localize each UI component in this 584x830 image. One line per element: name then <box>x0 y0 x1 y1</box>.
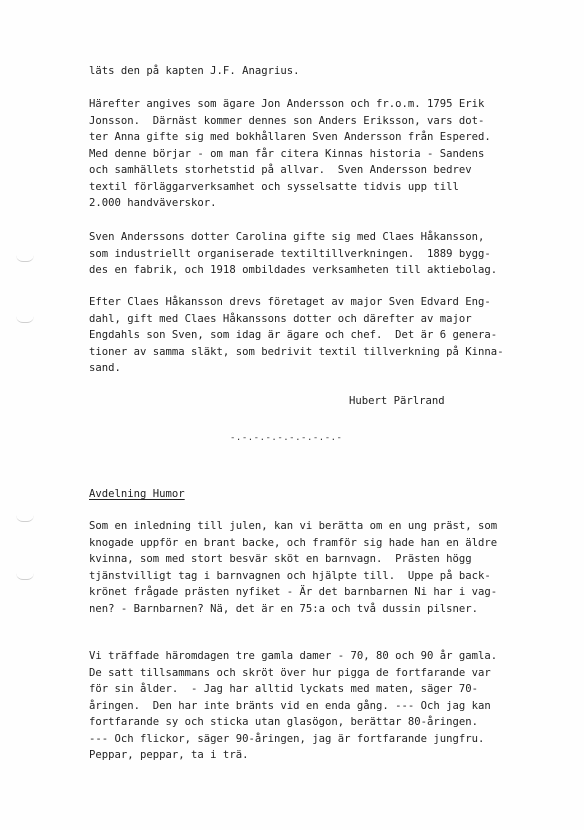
punch-hole-mark <box>16 515 34 522</box>
text-line: sand. <box>89 362 121 374</box>
paragraph-3 <box>89 229 529 279</box>
paragraph-6 <box>89 648 529 764</box>
text-line: Engdahls son Sven, som idag är ägare och chef. Det är 6 genera- <box>89 329 498 341</box>
text-line: åringen. Den har inte bränts vid en enda gång. --- Och jag kan <box>89 699 491 712</box>
text-line: läts den på kapten J.F. Anagrius. <box>89 65 300 77</box>
text-line: Jonsson. Därnäst kommer dennes son Anders Eriksson, vars dot- <box>89 114 485 127</box>
section-heading: Avdelning Humor <box>89 488 185 500</box>
text-line: De satt tillsammans och skröt över hur pigga de fortfarande var <box>89 666 491 679</box>
paragraph-2 <box>89 96 529 212</box>
text-line: kvinna, som med stort besvär sköt en barnvagn. Prästen högg <box>89 553 472 565</box>
text-line: Härefter angives som ägare Jon Andersson och fr.o.m. 1795 Erik <box>89 98 485 110</box>
author-signature: Hubert Pärlrand <box>349 395 445 407</box>
text-line: Efter Claes Håkansson drevs företaget av major Sven Edvard Eng- <box>89 296 491 308</box>
text-line: --- Och flickor, säger 90-åringen, jag är fortfarande jungfru. <box>89 732 485 745</box>
text-line: Med denne börjar - om man får citera Kinnas historia - Sandens <box>89 147 485 160</box>
text-line: dahl, gift med Claes Håkanssons dotter och därefter av major <box>89 312 472 325</box>
text-line: och samhällets storhetstid på allvar. Sven Andersson bedrev <box>89 164 472 176</box>
text-line: 2.000 handväverskor. <box>89 197 217 209</box>
punch-hole-mark <box>16 316 34 323</box>
text-line: textil förläggarverksamhet och sysselsatte tidvis upp till <box>89 180 459 193</box>
paragraph-4 <box>89 294 529 377</box>
section-divider: -.-.-.-.-.-.-.-.-.- <box>230 433 343 443</box>
text-line: Vi träffade häromdagen tre gamla damer - 70, 80 och 90 år gamla. <box>89 650 498 662</box>
text-line: fortfarande sy och sticka utan glasögon, berättar 80-åringen. <box>89 716 479 728</box>
text-line: des en fabrik, och 1918 ombildades verksamheten till aktiebolag. <box>89 264 498 276</box>
text-line: för sin ålder. - Jag har alltid lyckats med maten, säger 70- <box>89 683 479 695</box>
punch-hole-mark <box>16 573 34 580</box>
paragraph-5 <box>89 518 529 617</box>
text-line: knogade uppför en brant backe, och framför sig hade han en äldre <box>89 536 498 549</box>
text-line: ter Anna gifte sig med bokhållaren Sven Andersson från Espered. <box>89 131 491 143</box>
text-line: Sven Anderssons dotter Carolina gifte sig med Claes Håkansson, <box>89 231 485 243</box>
text-line: Som en inledning till julen, kan vi berätta om en ung präst, som <box>89 520 498 532</box>
text-line: nen? - Barnbarnen? Nä, det är en 75:a och två dussin pilsner. <box>89 602 479 615</box>
text-line: krönet frågade prästen nyfiket - Är det barnbarnen Ni har i vag- <box>89 586 498 598</box>
text-line: som industriellt organiserade textiltillverkningen. 1889 bygg- <box>89 247 491 260</box>
text-line: tjänstvilligt tag i barnvagnen och hjälpte till. Uppe på back- <box>89 569 491 582</box>
punch-hole-mark <box>16 255 34 262</box>
text-line: tioner av samma släkt, som bedrivit textil tillverkning på Kinna- <box>89 345 504 358</box>
text-line: Peppar, peppar, ta i trä. <box>89 749 249 761</box>
paragraph-1 <box>89 63 529 80</box>
